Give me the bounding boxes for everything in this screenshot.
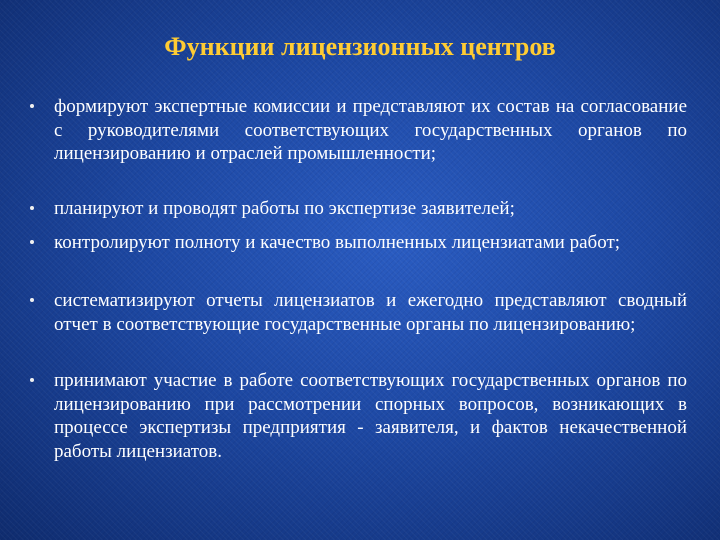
bullet-text: систематизируют отчеты лицензиатов и ежегодно представляют сводный отчет в соответствующие государственные органы по лицензированию; <box>54 290 687 335</box>
bullet-item-control-quality <box>54 231 687 255</box>
bullet-item-participate-disputes <box>54 369 687 463</box>
bullet-dot-icon <box>30 206 34 210</box>
bullet-item-plan-expertise <box>54 197 687 221</box>
bullet-text: планируют и проводят работы по экспертизе заявителей; <box>54 198 515 219</box>
bullet-dot-icon <box>30 298 34 302</box>
bullet-text: формируют экспертные комиссии и представляют их состав на согласование с руководителями соответствующих государственных органов по лицензированию и отраслей промышленности; <box>54 96 687 164</box>
bullet-dot-icon <box>30 378 34 382</box>
bullet-item-systematize-reports <box>54 289 687 336</box>
bullet-text: контролируют полноту и качество выполненных лицензиатами работ; <box>54 232 621 253</box>
bullet-item-expert-commissions <box>54 95 687 166</box>
slide-title: Функции лицензионных центров <box>164 32 556 61</box>
bullet-text: принимают участие в работе соответствующих государственных органов по лицензированию при рассмотрении спорных вопросов, возникающих в процессе экспертизы предприятия - заявителя, и фактов некачественной работы лицензиатов. <box>54 370 687 462</box>
bullet-dot-icon <box>30 240 34 244</box>
bullet-dot-icon <box>30 104 34 108</box>
